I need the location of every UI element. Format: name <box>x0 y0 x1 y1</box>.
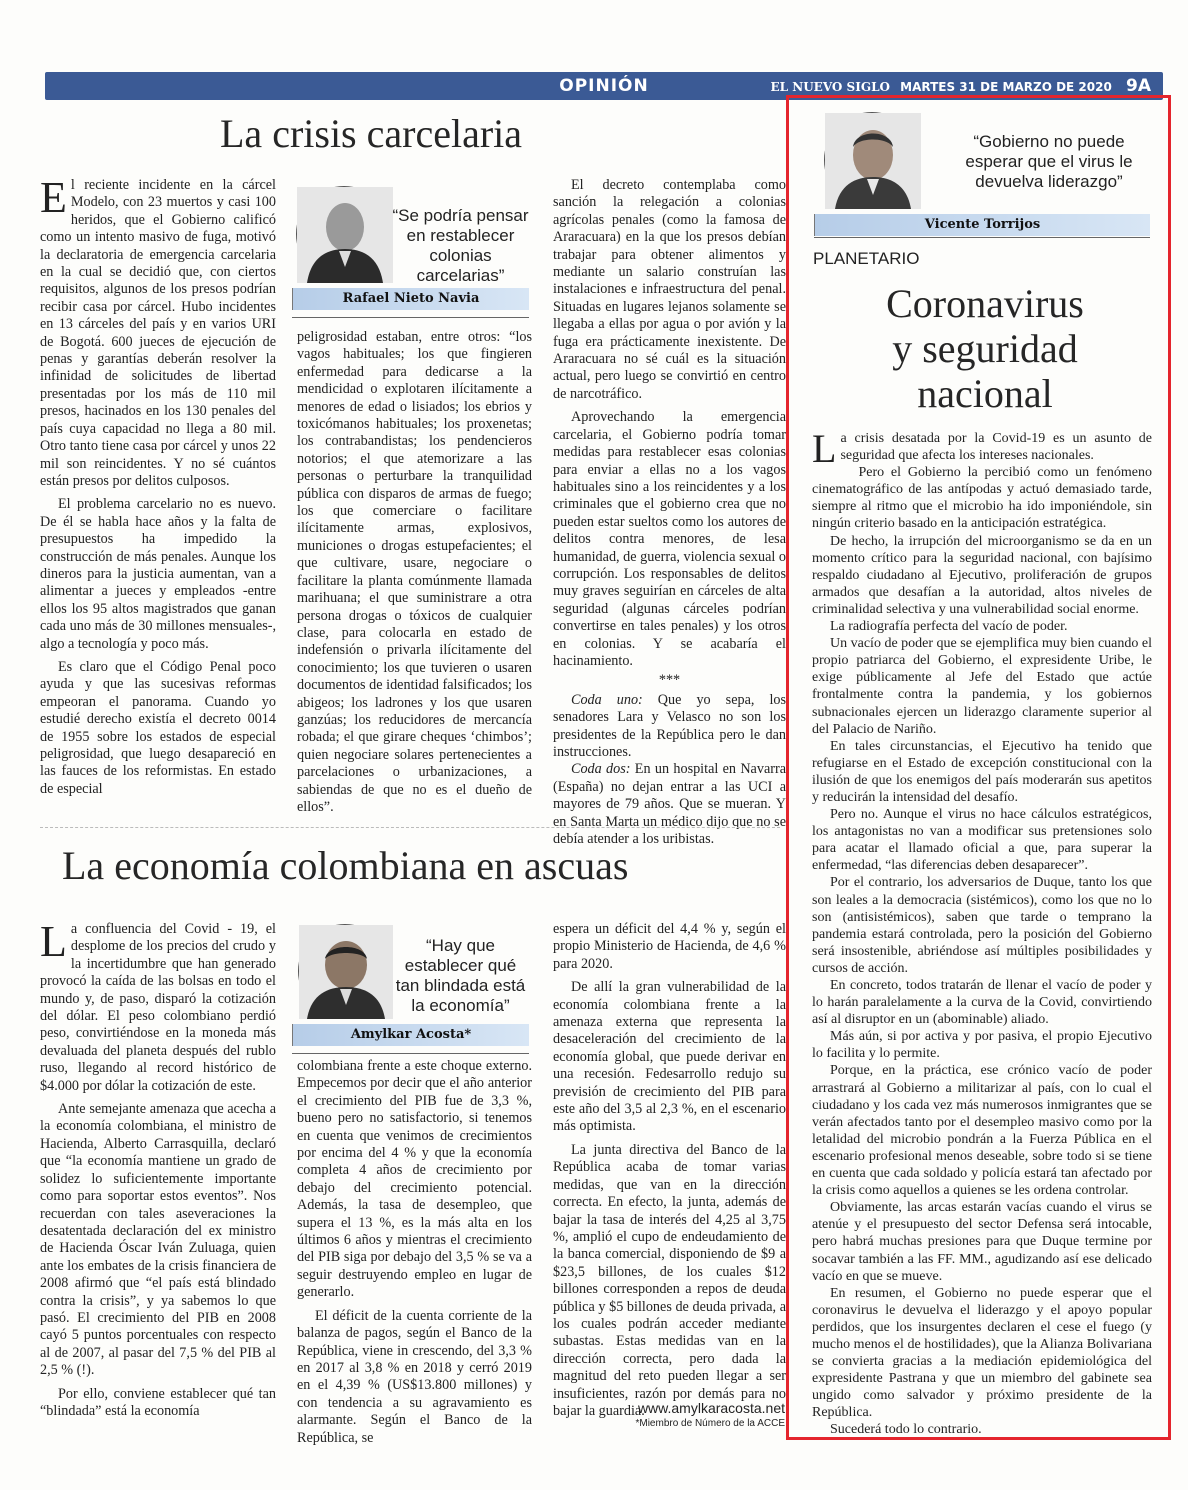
article3-paragraph: Pero no. Aunque el virus no hace cálculos estratégicos, los antagonistas no van a modificar sus pretensiones solo para acatar el llamado oficial a que, para superar la enfermedad, “las diferencias deben desaparecer”. <box>812 807 1152 874</box>
article1-author-name: Rafael Nieto Navia <box>292 288 529 310</box>
section-separator: *** <box>658 672 681 689</box>
article-divider <box>40 827 780 828</box>
article2-paragraph: colombiana frente a este choque externo. Empecemos por decir que el año anterior el crecimiento del PIB fue de 3,3 %, bueno pero no satisfactorio, si tenemos en cuenta que venimos de crecimientos por encima del 4 % y que la economía completa 4 años de crecimiento por debajo del crecimiento potencial. Además, la tasa de desempleo, que supera el 13 %, es la más alta en los últimos 6 años y mientras el crecimiento del PIB siga por debajo del 3,5 % se va a seguir destruyendo empleo en lugar de generarlo. <box>297 1058 532 1301</box>
article1-dropcap: E <box>40 173 67 222</box>
article2-column-1 <box>40 917 276 1451</box>
author-portrait <box>296 186 392 282</box>
article1-author-box <box>292 186 529 318</box>
article3-paragraph: En resumen, el Gobierno no puede esperar que el coronavirus le devuelva el liderazgo y el apoyo popular perdidos, que los insurgentes declaren el cese el fuego (y mucho menos el de hostilidades), que la Alianza Bolivariana se convierta gracias a la mediación epidemiológica del expresidente Pastrana y que un miembro del gabinete sea ungido como salvador y próximo presidente de la República. <box>812 1285 1152 1421</box>
article3-paragraph: La radiografía perfecta del vacío de poder. <box>830 619 1068 635</box>
article3-headline <box>810 281 1160 416</box>
article1-headline: La crisis carcelaria <box>220 111 523 156</box>
article1-paragraph: Es claro que el Código Penal poco ayuda y que las sucesivas reformas empeoran el panorama. Cuando yo estudié derecho existía el decreto 0014 de 1955 sobre los estados de especial peligrosidad, que luego desapareció en las fauces de los reformistas. En estado de especial <box>40 658 276 797</box>
article2-pullquote: “Hay que establecer qué tan blindada está la economía” <box>395 936 526 1015</box>
article3-paragraph: Por el contrario, los adversarios de Duque, tanto los que son leales a la democracia (sistémicos), como los que no lo son (antisistémicos), saben que tarde o temprano la pandemia estará controlada, pero la posición del Gobierno será insostenible, abriéndose así múltiples posibilidades y cursos de acción. <box>812 875 1152 976</box>
article3-dropcap: L <box>812 426 837 471</box>
article1-paragraph: peligrosidad estaban, entre otros: “los vagos habituales; los que fingieren enfermedad para dedicarse a la mendicidad o explotaren ilícitamente a menores de edad o lisiados; los ebrios y toxicómanos habituales; los proxenetas; los contrabandistas; los pendencieros notorios; el que atemorizare a las personas o perturbare la tranquilidad pública con disparos de armas de fuego; los que comerciare o facilitare ilícitamente armas, explosivos, municiones o drogas estupefacientes; el que cultivare, usare, negociare o facilitare la planta comúnmente llamada marihuana; el que suministrare a otra persona drogas o tóxicos de cualquier clase, para colocarla en estado de indefensión o privarla ilícitamente del conocimiento; los que tuvieren o usaren documentos de identidad falsificados; los abigeos; los ladrones y los que usaren ganzúas; los reducidores de mercancía robada; el que girare cheques ‘chimbos’; quien negociare solares pertenecientes a parcelaciones o urbanizaciones, a sabiendas de que no es el dueño de ellos”. <box>297 329 532 815</box>
article1-paragraph: Aprovechando la emergencia carcelaria, el Gobierno podría tomar medidas para restablecer esas colonias para enviar a ellas no a los vagos habituales sino a los reincidentes y a los criminales que el gobierno crea que no pueden estar sueltos como los autores de delitos contra menores, de lesa humanidad, de guerra, violencia sexual o corrupción. Los responsables de delitos muy graves seguirían en cárceles de alta seguridad (algunas cárceles podrían convertirse en tales penales) y los otros en colonias. Y se acabaría el hacinamiento. <box>553 409 786 669</box>
article3-paragraph: De hecho, la irrupción del microorganismo se da en un momento crítico para la seguridad nacional, con bajísimo respaldo ciudadano al Ejecutivo, proliferación de grupos armados que desafían a la autoridad, altos niveles de criminalidad selectiva y una vulnerabilidad social enorme. <box>812 533 1152 617</box>
coda-label: Coda dos: <box>571 761 631 778</box>
article3-paragraph: Obviamente, las arcas estarán vacías cuando el virus se atenúe y el presupuesto del sector Defensa será intocable, pero habrá muchas presiones para que Duque termine por socavar también a las FF. MM., agudizando así ese delicado vacío en que se mueve. <box>812 1200 1152 1284</box>
article3-body <box>812 426 1152 1438</box>
article2-paragraph: Ante semejante amenaza que acecha a la economía colombiana, el ministro de Hacienda, Alberto Carrasquilla, declaró que “la economía mantiene un grado de solidez lo suficientemente importante como para soportar estos eventos”. Nos recuerdan con tales aseveraciones la desatentada declaración del ex ministro de Hacienda Óscar Iván Zuluaga, quien ante los embates de la crisis financiera de 2008 afirmó que “el país está blindado contra la crisis”, y ya sabemos lo que pasó. El crecimiento del PIB en 2008 cayó 5 puntos porcentuales con respecto al de 2007, al pasar del 7,5 % del PIB al 2,5 % (!). <box>40 1101 276 1379</box>
article1-paragraph: El decreto contemplaba como sanción la relegación a colonias agrícolas penales (como la famosa de Araracuara) en la que los presos debían trabajar para obtener alimentos y mediante un salario construían las instalaciones e infraestructura del penal. Situadas en lugares lejanos solamente se llegaba a ellas por agua o por avión y la fuga era prácticamente inexistente. De Araracuara no sé cuál es la situación actual, pero luego se convirtió en centro de narcotráfico. <box>553 177 786 402</box>
article1-column-1 <box>40 173 276 807</box>
article2-paragraph: Por ello, conviene establecer qué tan “blindada” está la economía <box>40 1385 276 1419</box>
newspaper-name: EL NUEVO SIGLO <box>770 80 890 94</box>
article1-column-3 <box>553 177 787 848</box>
article3-pullquote: “Gobierno no puede esperar que el virus le devuelva liderazgo” <box>965 132 1133 191</box>
article3-paragraph: Sucederá todo lo contrario. <box>830 1422 982 1438</box>
issue-date: MARTES 31 DE MARZO DE 2020 <box>900 80 1112 94</box>
article2-paragraph: De allí la gran vulnerabilidad de la economía colombiana frente a la amenaza externa que representa la desaceleración del crecimiento de la economía global, que puede derivar en una recesión. Fedesarrollo redujo su previsión de crecimiento del PIB para este año del 3,5 al 2,3 %, en el escenario más optimista. <box>553 979 786 1135</box>
article1-pullquote: “Se podría pensar en restablecer colonias carcelarias” <box>392 206 529 285</box>
article2-column-2 <box>297 1058 532 1450</box>
headline-line: Coronavirus <box>886 281 1084 326</box>
author-footnote: *Miembro de Número de la ACCE <box>635 1418 785 1429</box>
headline-line: y seguridad <box>892 326 1078 371</box>
article2-paragraph: espera un déficit del 4,4 % y, según el propio Ministerio de Hacienda, de 4,6 % para 2020. <box>553 921 786 972</box>
article1-paragraph: El problema carcelario no es nuevo. De él se habla hace años y la falta de presupuestos ha impedido la construcción de más penales. Aunque los dineros para la justicia aumentan, van a alimentar a jueces y empleados -entre ellos los 95 altos magistrados que ganan cada uno más de 30 millones mensuales-, algo a tecnología y poco más. <box>40 496 276 652</box>
avatar-icon <box>297 187 393 283</box>
article3-paragraph: En tales circunstancias, el Ejecutivo ha tenido que refugiarse en el Estado de excepción constitucional con la ilusión de que los enemigos del país moderarán sus apetitos y reducirán la intensidad del desafío. <box>812 738 1152 805</box>
article3-paragraph: a crisis desatada por la Covid-19 es un asunto de seguridad que afecta los intereses nacionales. <box>840 431 1152 464</box>
column-kicker: PLANETARIO <box>813 249 920 268</box>
article2-author-name: Amylkar Acosta* <box>292 1024 529 1046</box>
article3-author-box <box>814 112 1150 238</box>
article2-dropcap: L <box>40 917 67 966</box>
article3-paragraph: Más aún, si por activa y por pasiva, el propio Ejecutivo lo facilita y lo permite. <box>812 1029 1152 1062</box>
coda-label: Coda uno: <box>571 691 643 708</box>
avatar-icon <box>299 925 393 1019</box>
article3-paragraph: Un vacío de poder que se ejemplifica muy bien cuando el propio patriarca del Gobierno, el expresidente Uribe, le exige públicamente al Jefe del Estado que actúe frontalmente contra la pandemia, y los gobiernos subnacionales ejercen un liderazgo claramente superior al del Palacio de Nariño. <box>812 636 1152 737</box>
page-number: 9A <box>1126 76 1151 96</box>
author-website: www.amylkaracosta.net <box>637 1400 785 1416</box>
author-portrait <box>824 112 920 208</box>
article1-column-2 <box>297 329 532 815</box>
section-name: OPINIÓN <box>559 76 649 96</box>
coda-text: Que yo sepa, los senadores Lara y Velasco no son los presidentes de la República pero le dan instrucciones. <box>553 691 787 760</box>
article3-paragraph: Pero el Gobierno la percibió como un fenómeno cinematográfico de las antípodas y actuó demasiado tarde, siempre al ritmo que el microbio ha ido imponiéndole, sin ningún criterio basado en la anticipación estratégica. <box>812 465 1152 532</box>
article2-headline: La economía colombiana en ascuas <box>62 843 629 888</box>
article2-paragraph: La junta directiva del Banco de la República acaba de tomar varias medidas, que van en la dirección correcta. En efecto, la junta, además de bajar la tasa de interés del 4,25 al 3,75 %, amplió el cupo de endeudamiento de la banca comercial, disponiendo de $9 a $23,5 billones, de los cuales $12 billones corresponden a repos de deuda pública y $5 billones de deuda privada, a los cuales podrán acceder mediante subastas. Estas medidas van en la dirección correcta, pero dada la magnitud del reto pueden llegar a ser insuficientes, razón por demás para no bajar la guardia. <box>553 1141 786 1419</box>
headline-line: nacional <box>917 371 1053 416</box>
article2-paragraph: a confluencia del Covid - 19, el desplome de los precios del crudo y la incertidumbre que han generado provocó la caída de las bolsas en todo el mundo y, de paso, disparó la cotización del dólar. El peso colombiano perdió peso, convirtiéndose en la moneda más devaluada del planeta después del rublo ruso, llegando al record histórico de $4.000 por dólar la cotización de este. <box>40 921 276 1094</box>
article2-paragraph: El déficit de la cuenta corriente de la balanza de pagos, según el Banco de la República, viene in crescendo, del 3,3 % en 2017 al 3,8 % en 2018 y cerró 2019 en el 4,39 % (US$13.800 millones) y con tendencia a su agravamiento es alarmante. Según el Banco de la República, se <box>297 1307 532 1446</box>
article2-author-box <box>292 922 529 1054</box>
avatar-icon <box>825 113 921 209</box>
author-portrait <box>298 924 392 1018</box>
article3-paragraph: Porque, en la práctica, ese crónico vacío de poder arrastrará al Gobierno a militarizar al país, con lo cual el ciudadano y los cada vez más numerosos inmigrantes que se verán afectados tanto por el desempleo masivo como por la letalidad del microbio pondrán a la Fuerza Pública en el escenario profesional menos deseable, sobre todo si se tiene en cuenta que cada soldado y policía estará tan afectado por la crisis como aquellos a quienes se les ordena controlar. <box>812 1063 1152 1199</box>
article1-paragraph: l reciente incidente en la cárcel Modelo, con 23 muertos y casi 100 heridos, que el Gobierno calificó como un intento masivo de fuga, motivó la declaratoria de emergencia carcelaria en la cual se decidió que, con ciertos requisitos, algunos de los presos podrían recibir casa por cárcel. Hubo incidentes en 13 cárceles del país y en varios URI de Bogotá. 600 jueces de ejecución de penas y garantías deberán resolver la infinidad de solicitudes de libertad presentadas por los más de 110 mil presos, hacinados en los 130 penales del país cuya capacidad no llega a 80 mil. Otro tanto tiene casa por cárcel y unos 22 mil son reincidentes. Y no sé cuántos están presos por delitos culposos. <box>40 177 276 489</box>
article3-paragraph: En concreto, todos tratarán de llenar el vacío de poder y lo harán paralelamente a la curva de la Covid, convirtiendo así al disruptor en un (abominable) aliado. <box>812 978 1152 1028</box>
article3-author-name: Vicente Torrijos <box>814 214 1150 236</box>
coda-text: En un hospital en Navarra (España) no dejan entrar a las UCI a mayores de 79 años. Que se mueran. Y en Santa Marta un médico dijo que no se debía atender a los uribistas. <box>553 761 786 848</box>
